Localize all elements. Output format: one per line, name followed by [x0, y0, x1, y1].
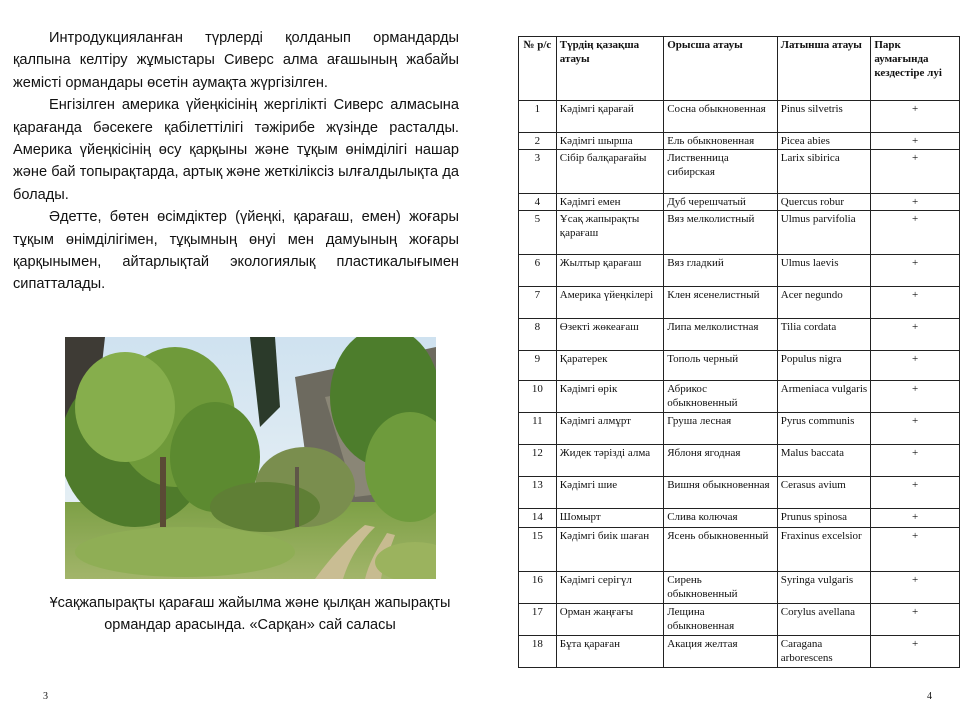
table-row [519, 255, 960, 287]
cell-presence: + [871, 477, 960, 509]
cell-russian: Клен ясенелистный [664, 287, 778, 319]
header-latin-name: Латынша атауы [777, 37, 871, 101]
table-row [519, 211, 960, 255]
cell-presence: + [871, 636, 960, 668]
cell-kazakh: Кәдімгі биік шаған [556, 528, 663, 572]
cell-presence: + [871, 287, 960, 319]
cell-latin: Armeniaca vulgaris [777, 381, 871, 413]
cell-number: 15 [519, 528, 557, 572]
cell-russian: Сирень обыкновенный [664, 572, 778, 604]
cell-number: 1 [519, 101, 557, 133]
cell-number: 2 [519, 133, 557, 150]
species-table [518, 36, 960, 668]
cell-number: 18 [519, 636, 557, 668]
cell-number: 9 [519, 351, 557, 381]
cell-number: 6 [519, 255, 557, 287]
page-number: 3 [43, 691, 48, 702]
cell-presence: + [871, 528, 960, 572]
cell-kazakh: Кәдімгі өрік [556, 381, 663, 413]
table-row [519, 150, 960, 194]
table-row [519, 477, 960, 509]
cell-presence: + [871, 351, 960, 381]
table-row [519, 381, 960, 413]
cell-presence: + [871, 381, 960, 413]
cell-latin: Pyrus communis [777, 413, 871, 445]
cell-kazakh: Орман жаңғағы [556, 604, 663, 636]
cell-kazakh: Бұта қараған [556, 636, 663, 668]
cell-kazakh: Кәдімгі қарағай [556, 101, 663, 133]
cell-number: 3 [519, 150, 557, 194]
cell-presence: + [871, 509, 960, 528]
cell-russian: Липа мелколистная [664, 319, 778, 351]
cell-presence: + [871, 194, 960, 211]
cell-presence: + [871, 604, 960, 636]
cell-presence: + [871, 255, 960, 287]
cell-kazakh: Кәдімгі шырша [556, 133, 663, 150]
cell-kazakh: Сібір балқарағайы [556, 150, 663, 194]
cell-latin: Ulmus parvifolia [777, 211, 871, 255]
cell-presence: + [871, 572, 960, 604]
cell-number: 7 [519, 287, 557, 319]
cell-number: 13 [519, 477, 557, 509]
cell-kazakh: Кәдімгі шие [556, 477, 663, 509]
table-row [519, 636, 960, 668]
cell-presence: + [871, 133, 960, 150]
cell-latin: Larix sibirica [777, 150, 871, 194]
cell-kazakh: Жылтыр қарағаш [556, 255, 663, 287]
cell-latin: Fraxinus excelsior [777, 528, 871, 572]
cell-russian: Абрикос обыкновенный [664, 381, 778, 413]
cell-number: 16 [519, 572, 557, 604]
cell-kazakh: Кәдімгі алмұрт [556, 413, 663, 445]
table-row [519, 604, 960, 636]
cell-russian: Вишня обыкновенная [664, 477, 778, 509]
cell-number: 14 [519, 509, 557, 528]
header-kazakh-name: Түрдің қазақша атауы [556, 37, 663, 101]
cell-latin: Picea abies [777, 133, 871, 150]
table-row [519, 319, 960, 351]
paragraph: Әдетте, бөтен өсімдіктер (үйеңкі, қарағаш, емен) жоғары тұқым өнімділігімен, тұқымның өнуі мен дамуының жоғары қарқынымен, айтарлықтай экологиялық пластикалығымен сипатталады. [13, 209, 459, 293]
table-row [519, 445, 960, 477]
cell-kazakh: Шомырт [556, 509, 663, 528]
photo-caption: Ұсақжапырақты қарағаш жайылма және қылқан жапырақты ормандар арасында. «Сарқан» сай саласы [49, 595, 451, 633]
cell-kazakh: Өзекті жөкеағаш [556, 319, 663, 351]
cell-russian: Ель обыкновенная [664, 133, 778, 150]
page-number: 4 [927, 691, 932, 702]
paragraph: Интродукцияланған түрлерді қолданып ормандарды қалпына келтіру жұмыстары Сиверс алма ағашының жабайы жемісті ормандары өсетін аумақта жүргізілген. [13, 30, 459, 91]
header-park-presence: Парк аумағында кездестіре луі [871, 37, 960, 101]
cell-kazakh: Кәдімгі емен [556, 194, 663, 211]
cell-latin: Corylus avellana [777, 604, 871, 636]
cell-latin: Malus baccata [777, 445, 871, 477]
cell-number: 4 [519, 194, 557, 211]
cell-presence: + [871, 413, 960, 445]
cell-presence: + [871, 319, 960, 351]
cell-latin: Prunus spinosa [777, 509, 871, 528]
cell-number: 5 [519, 211, 557, 255]
table-row [519, 194, 960, 211]
cell-russian: Груша лесная [664, 413, 778, 445]
table-row [519, 528, 960, 572]
table-row [519, 133, 960, 150]
cell-russian: Вяз гладкий [664, 255, 778, 287]
cell-latin: Caragana arborescens [777, 636, 871, 668]
cell-russian: Лещина обыкновенная [664, 604, 778, 636]
cell-latin: Acer negundo [777, 287, 871, 319]
cell-presence: + [871, 445, 960, 477]
forest-photo [65, 337, 436, 579]
cell-russian: Лиственница сибирская [664, 150, 778, 194]
forest-photo-illustration [65, 337, 436, 579]
cell-number: 11 [519, 413, 557, 445]
cell-presence: + [871, 101, 960, 133]
table-row [519, 509, 960, 528]
cell-kazakh: Ұсақ жапырақты қарағаш [556, 211, 663, 255]
cell-presence: + [871, 150, 960, 194]
cell-presence: + [871, 211, 960, 255]
cell-russian: Тополь черный [664, 351, 778, 381]
cell-latin: Populus nigra [777, 351, 871, 381]
table-row [519, 351, 960, 381]
cell-latin: Tilia cordata [777, 319, 871, 351]
cell-russian: Акация желтая [664, 636, 778, 668]
cell-latin: Pinus silvetris [777, 101, 871, 133]
cell-latin: Ulmus laevis [777, 255, 871, 287]
paragraph: Енгізілген америка үйеңкісінің жергілікті Сиверс алмасына қарағанда бәсекеге қабілеттілігі тәжірибе жүзінде расталды. Америка үйеңкісінің өсу қарқыны және тұқым өнімділігі нашар және бай топырақтарда, артық және жеткіліксіз ылғалдылықта да болады. [13, 97, 459, 203]
cell-latin: Syringa vulgaris [777, 572, 871, 604]
table-row [519, 413, 960, 445]
body-text [13, 27, 459, 296]
cell-russian: Дуб черешчатый [664, 194, 778, 211]
cell-kazakh: Кәдімгі серігүл [556, 572, 663, 604]
cell-latin: Quercus robur [777, 194, 871, 211]
header-number: № р/с [519, 37, 557, 101]
cell-number: 8 [519, 319, 557, 351]
cell-number: 12 [519, 445, 557, 477]
header-russian-name: Орысша атауы [664, 37, 778, 101]
cell-latin: Cerasus avium [777, 477, 871, 509]
cell-russian: Слива колючая [664, 509, 778, 528]
table-header-row [519, 37, 960, 101]
cell-kazakh: Жидек тәрізді алма [556, 445, 663, 477]
cell-number: 10 [519, 381, 557, 413]
table-row [519, 101, 960, 133]
cell-kazakh: Америка үйеңкілері [556, 287, 663, 319]
cell-russian: Вяз мелколистный [664, 211, 778, 255]
cell-number: 17 [519, 604, 557, 636]
cell-russian: Яблоня ягодная [664, 445, 778, 477]
table-row [519, 572, 960, 604]
cell-russian: Ясень обыкновенный [664, 528, 778, 572]
cell-russian: Сосна обыкновенная [664, 101, 778, 133]
cell-kazakh: Қаратерек [556, 351, 663, 381]
table-row [519, 287, 960, 319]
